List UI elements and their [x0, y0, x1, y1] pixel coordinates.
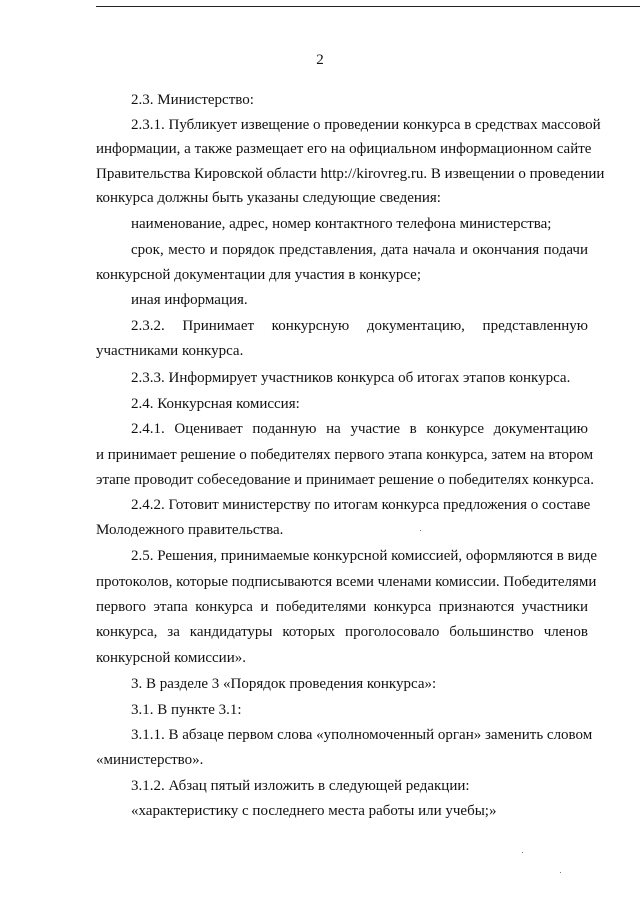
paragraph-line: конкурсной комиссии».	[96, 650, 246, 666]
paragraph-line: 2.3.2. Принимает конкурсную документацию, представленную	[131, 318, 588, 334]
paragraph-line: конкурса, за кандидатуры которых проголосовало большинство членов	[96, 624, 588, 640]
paragraph-line: 2.4. Конкурсная комиссия:	[131, 396, 300, 412]
scan-speck	[560, 872, 561, 873]
paragraph-line: «министерство».	[96, 752, 204, 768]
paragraph-line: 2.5. Решения, принимаемые конкурсной комиссией, оформляются в виде	[131, 548, 598, 564]
paragraph-line: 3.1.2. Абзац пятый изложить в следующей редакции:	[131, 778, 470, 794]
paragraph-line: информации, а также размещает его на официальном информационном сайте	[96, 141, 592, 157]
paragraph-line: 3. В разделе 3 «Порядок проведения конкурса»:	[131, 676, 437, 692]
page-number: 2	[316, 52, 324, 68]
paragraph-line: и принимает решение о победителях первого этапа конкурса, затем на втором	[96, 447, 594, 463]
top-rule	[96, 6, 640, 7]
paragraph-line: 3.1. В пункте 3.1:	[131, 702, 242, 718]
paragraph-line: конкурсной документации для участия в конкурсе;	[96, 267, 421, 283]
paragraph-line: 2.4.1. Оценивает поданную на участие в конкурсе документацию	[131, 421, 588, 437]
paragraph-line: 2.3.1. Публикует извещение о проведении конкурса в средствах массовой	[131, 117, 601, 133]
paragraph-line: конкурса должны быть указаны следующие сведения:	[96, 190, 441, 206]
paragraph-line: 2.4.2. Готовит министерству по итогам конкурса предложения о составе	[131, 497, 591, 513]
paragraph-line: протоколов, которые подписываются всеми членами комиссии. Победителями	[96, 574, 597, 590]
paragraph-line: участниками конкурса.	[96, 343, 244, 359]
paragraph-line: Правительства Кировской области http://kirovreg.ru. В извещении о проведении	[96, 166, 605, 182]
paragraph-line: иная информация.	[131, 292, 248, 308]
paragraph-line: 2.3.3. Информирует участников конкурса об итогах этапов конкурса.	[131, 370, 571, 386]
paragraph-line: 2.3. Министерство:	[131, 92, 254, 108]
paragraph-line: Молодежного правительства.	[96, 522, 284, 538]
paragraph-line: наименование, адрес, номер контактного телефона министерства;	[131, 216, 552, 232]
scan-speck	[420, 530, 421, 531]
paragraph-line: первого этапа конкурса и победителями конкурса признаются участники	[96, 599, 588, 615]
paragraph-line: этапе проводит собеседование и принимает решение о победителях конкурса.	[96, 472, 594, 488]
paragraph-line: 3.1.1. В абзаце первом слова «уполномоченный орган» заменить словом	[131, 727, 593, 743]
paragraph-line: срок, место и порядок представления, дата начала и окончания подачи	[131, 242, 588, 258]
scan-speck	[522, 852, 523, 853]
paragraph-line: «характеристику с последнего места работы или учебы;»	[131, 803, 497, 819]
